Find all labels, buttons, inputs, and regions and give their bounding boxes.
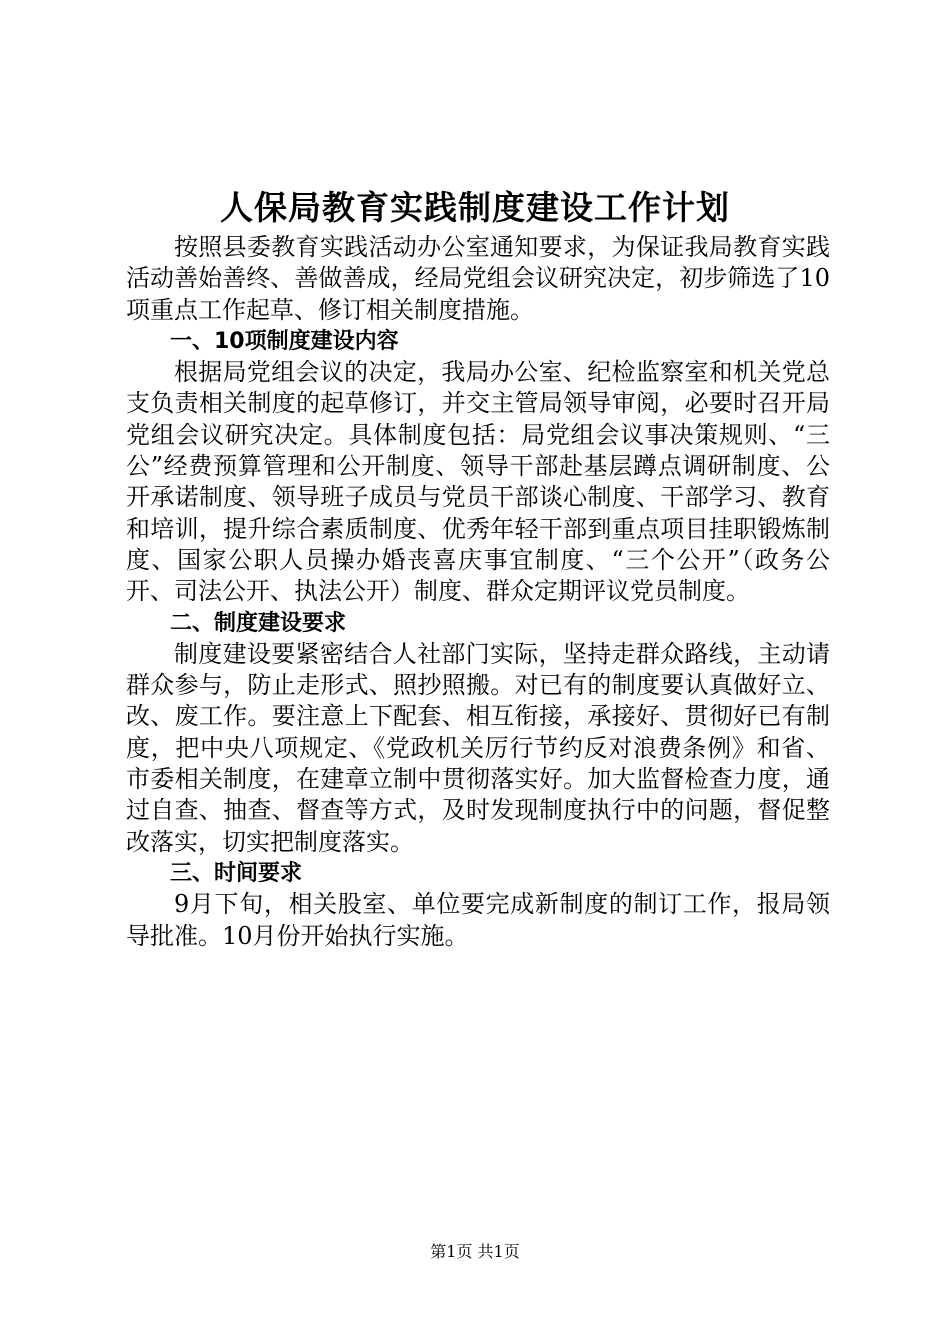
section-heading-2: 二、制度建设要求 [170, 610, 347, 636]
section-heading-1: 一、10项制度建设内容 [170, 328, 399, 354]
intro-paragraph: 按照县委教育实践活动办公室通知要求，为保证我局教育实践活动善始善终、善做善成，经局党组会议研究决定，初步筛选了10项重点工作起草、修订相关制度措施。 [126, 233, 830, 324]
document-title: 人保局教育实践制度建设工作计划 [220, 188, 730, 227]
section-body-1: 根据局党组会议的决定，我局办公室、纪检监察室和机关党总支负责相关制度的起草修订，并交主管局领导审阅，必要时召开局党组会议研究决定。具体制度包括：局党组会议事决策规则、“三公”经费预算管理和公开制度、领导干部赴基层蹲点调研制度、公开承诺制度、领导班子成员与党员干部谈心制度、干部学习、教育和培训，提升综合素质制度、优秀年轻干部到重点项目挂职锻炼制度、国家公职人员操办婚丧喜庆事宜制度、“三个公开”（政务公开、司法公开、执法公开）制度、群众定期评议党员制度。 [126, 358, 830, 606]
document-body [126, 232, 830, 952]
section-heading-3: 三、时间要求 [170, 860, 303, 886]
section-body-3: 9月下旬，相关股室、单位要完成新制度的制订工作，报局领导批准。10月份开始执行实施。 [126, 890, 830, 950]
section-body-2: 制度建设要紧密结合人社部门实际，坚持走群众路线，主动请群众参与，防止走形式、照抄照搬。对已有的制度要认真做好立、改、废工作。要注意上下配套、相互衔接，承接好、贯彻好已有制度，把中央八项规定、《党政机关厉行节约反对浪费条例》和省、市委相关制度，在建章立制中贯彻落实好。加大监督检查力度，通过自查、抽查、督查等方式，及时发现制度执行中的问题，督促整改落实，切实把制度落实。 [126, 639, 830, 856]
page-number-footer: 第1页 共1页 [430, 1242, 520, 1261]
